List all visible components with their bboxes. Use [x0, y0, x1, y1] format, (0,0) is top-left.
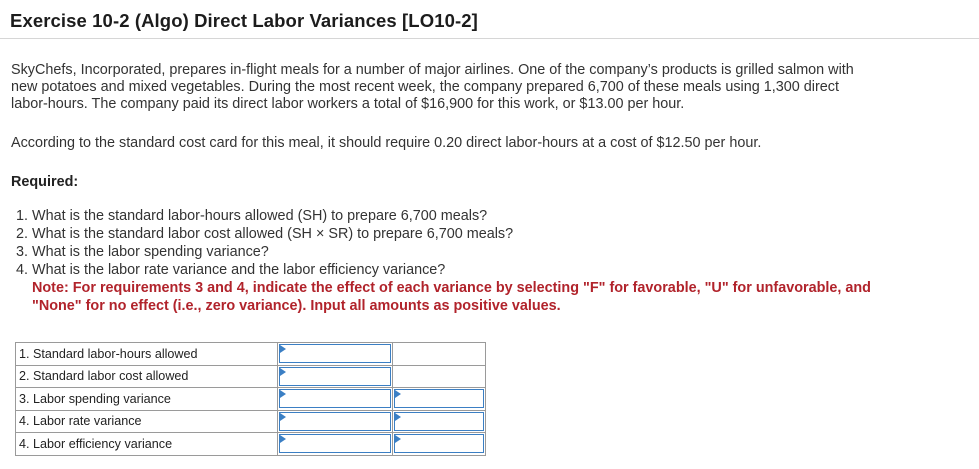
intro-line: new potatoes and mixed vegetables. During the most recent week, the company prepared 6,700 of these meals using 1,300 direct — [11, 79, 839, 95]
effect-cell — [393, 410, 486, 433]
effect-cell — [393, 388, 486, 411]
amount-input[interactable] — [279, 389, 391, 408]
row-label: 1. Standard labor-hours allowed — [16, 343, 278, 366]
effect-cell — [393, 433, 486, 456]
instruction-note — [16, 279, 936, 315]
table-row — [16, 365, 486, 388]
input-marker-icon — [280, 390, 286, 398]
input-marker-icon — [395, 435, 401, 443]
amount-input[interactable] — [279, 412, 391, 431]
page-title: Exercise 10-2 (Algo) Direct Labor Variances [LO10-2] — [10, 10, 478, 31]
amount-cell — [278, 388, 393, 411]
question-item: 1. What is the standard labor-hours allowed (SH) to prepare 6,700 meals? — [16, 208, 488, 224]
effect-cell — [393, 343, 486, 366]
effect-select[interactable] — [394, 389, 484, 408]
row-label: 3. Labor spending variance — [16, 388, 278, 411]
question-item: 3. What is the labor spending variance? — [16, 244, 269, 260]
title-divider — [0, 38, 979, 39]
table-row — [16, 388, 486, 411]
answer-table — [15, 342, 486, 456]
row-label: 4. Labor efficiency variance — [16, 433, 278, 456]
note-line: Note: For requirements 3 and 4, indicate the effect of each variance by selecting "F" for favorable, "U" for unfavorable, and — [32, 280, 871, 296]
input-marker-icon — [280, 435, 286, 443]
table-row — [16, 410, 486, 433]
amount-input[interactable] — [279, 367, 391, 386]
question-item: 2. What is the standard labor cost allowed (SH × SR) to prepare 6,700 meals? — [16, 226, 514, 242]
input-marker-icon — [395, 413, 401, 421]
standard-cost-text: According to the standard cost card for this meal, it should require 0.20 direct labor-hours at a cost of $12.50 per hour. — [11, 135, 762, 151]
row-label: 2. Standard labor cost allowed — [16, 365, 278, 388]
input-marker-icon — [280, 345, 286, 353]
note-line: "None" for no effect (i.e., zero variance). Input all amounts as positive values. — [32, 298, 561, 314]
question-list — [16, 207, 936, 315]
effect-select[interactable] — [394, 434, 484, 453]
amount-input[interactable] — [279, 344, 391, 363]
row-label: 4. Labor rate variance — [16, 410, 278, 433]
question-item: 4. What is the labor rate variance and the labor efficiency variance? — [16, 262, 446, 278]
intro-line: labor-hours. The company paid its direct labor workers a total of $16,900 for this work, or $13.00 per hour. — [11, 96, 685, 112]
intro-line: SkyChefs, Incorporated, prepares in-flight meals for a number of major airlines. One of the company’s products is grilled salmon with — [11, 62, 854, 78]
amount-cell — [278, 433, 393, 456]
input-marker-icon — [395, 390, 401, 398]
amount-cell — [278, 365, 393, 388]
table-row — [16, 433, 486, 456]
problem-intro — [11, 62, 941, 113]
amount-cell — [278, 410, 393, 433]
input-marker-icon — [280, 413, 286, 421]
amount-input[interactable] — [279, 434, 391, 453]
required-heading: Required: — [11, 174, 79, 190]
effect-select[interactable] — [394, 412, 484, 431]
table-row — [16, 343, 486, 366]
amount-cell — [278, 343, 393, 366]
input-marker-icon — [280, 368, 286, 376]
effect-cell — [393, 365, 486, 388]
